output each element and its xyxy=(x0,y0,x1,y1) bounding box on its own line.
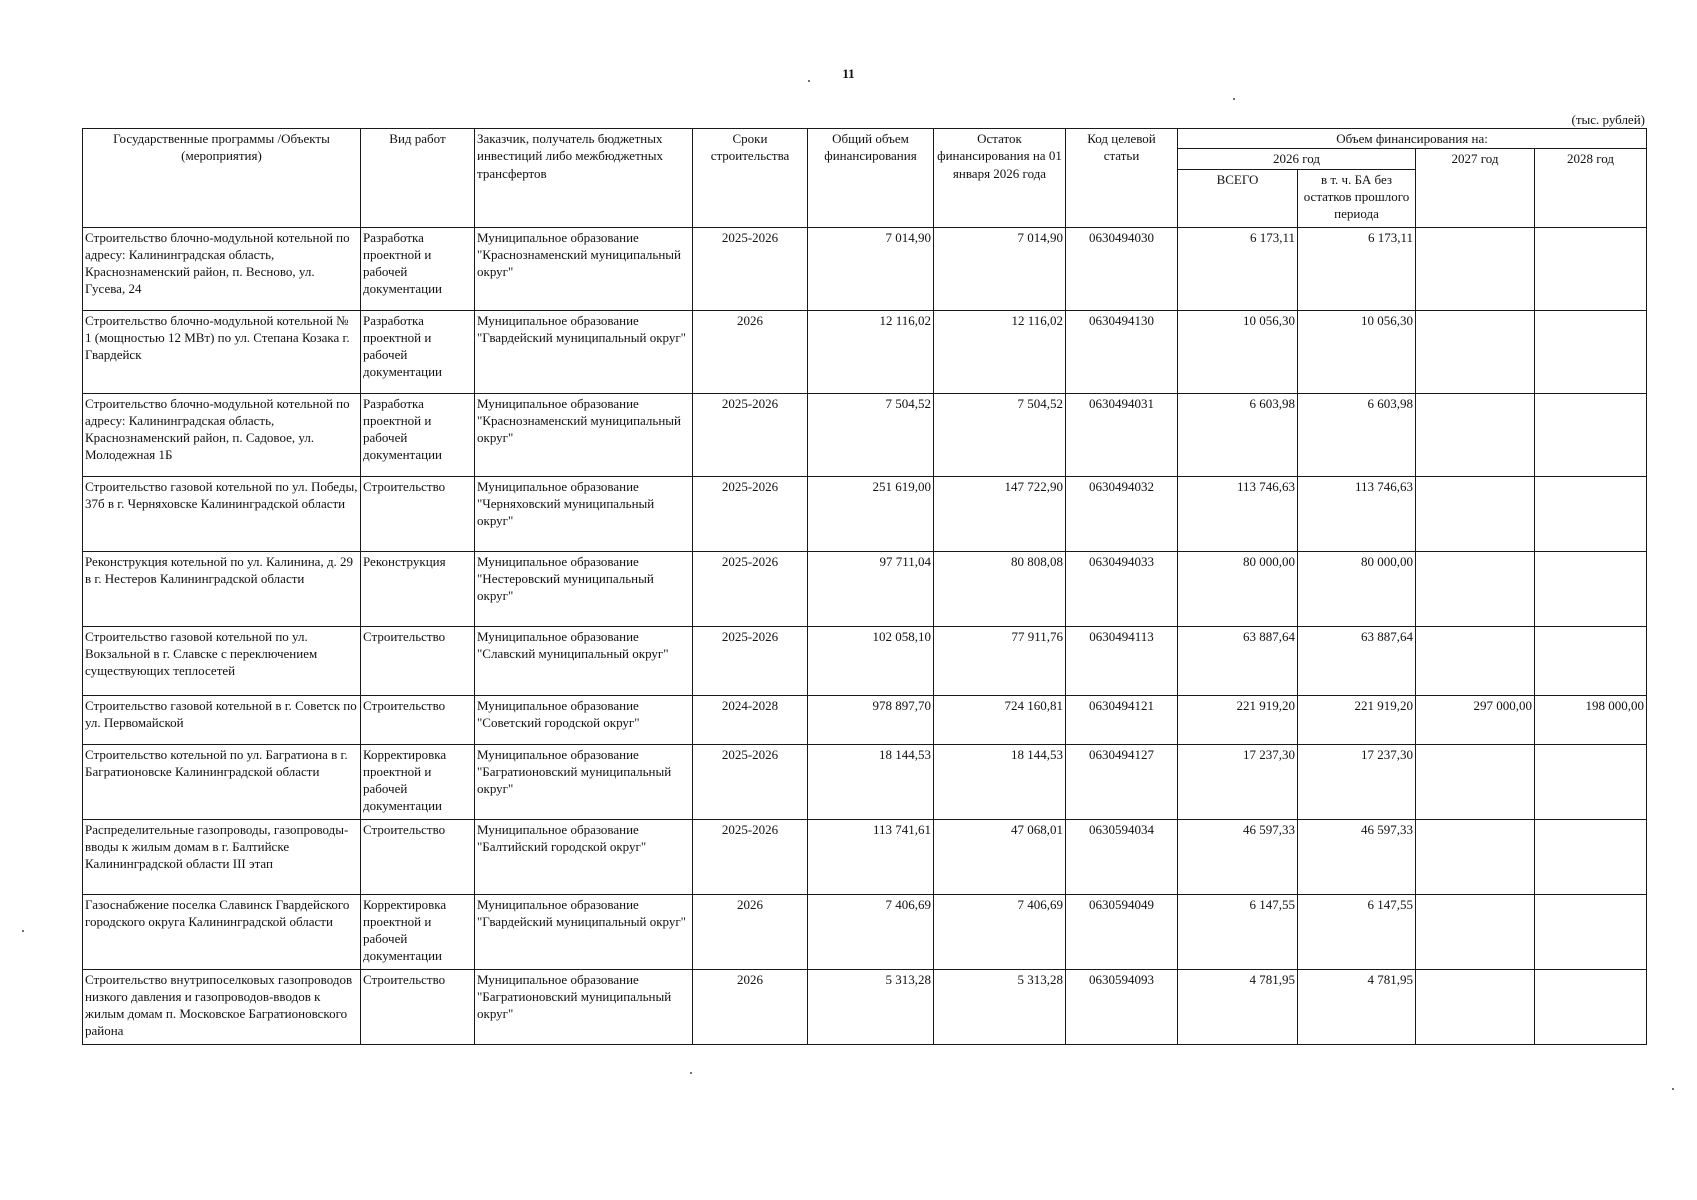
y2028-cell xyxy=(1535,227,1647,310)
object-cell: Распределительные газопроводы, газопроводы-вводы к жилым домам в г. Балтийске Калининградской области III этап xyxy=(83,819,361,894)
y2027-cell xyxy=(1416,551,1535,626)
total-2026-cell: 63 887,64 xyxy=(1178,626,1298,695)
object-cell: Строительство блочно-модульной котельной № 1 (мощностью 12 МВт) по ул. Степана Козака г. Гвардейск xyxy=(83,310,361,393)
work-cell: Строительство xyxy=(361,476,475,551)
y2027-cell xyxy=(1416,626,1535,695)
remainder-cell: 18 144,53 xyxy=(934,744,1066,819)
ba-2026-cell: 46 597,33 xyxy=(1298,819,1416,894)
remainder-cell: 7 504,52 xyxy=(934,393,1066,476)
customer-cell: Муниципальное образование "Краснознаменский муниципальный округ" xyxy=(475,227,693,310)
terms-cell: 2026 xyxy=(693,310,808,393)
total-cell: 7 014,90 xyxy=(808,227,934,310)
terms-cell: 2025-2026 xyxy=(693,476,808,551)
object-cell: Строительство котельной по ул. Багратиона в г. Багратионовске Калининградской области xyxy=(83,744,361,819)
total-2026-cell: 6 147,55 xyxy=(1178,894,1298,969)
remainder-cell: 724 160,81 xyxy=(934,695,1066,744)
code-cell: 0630594049 xyxy=(1066,894,1178,969)
code-cell: 0630494127 xyxy=(1066,744,1178,819)
y2027-cell xyxy=(1416,393,1535,476)
object-cell: Строительство внутрипоселковых газопроводов низкого давления и газопроводов-вводов к жилым домам п. Московское Багратионовского района xyxy=(83,969,361,1044)
work-cell: Строительство xyxy=(361,969,475,1044)
table-row xyxy=(83,744,1647,819)
total-2026-cell: 6 603,98 xyxy=(1178,393,1298,476)
total-cell: 12 116,02 xyxy=(808,310,934,393)
header-ba-2026: в т. ч. БА без остатков прошлого периода xyxy=(1298,169,1416,227)
ba-2026-cell: 221 919,20 xyxy=(1298,695,1416,744)
object-cell: Строительство блочно-модульной котельной по адресу: Калининградская область, Краснознаменский район, п. Садовое, ул. Молодежная 1Б xyxy=(83,393,361,476)
header-customer: Заказчик, получатель бюджетных инвестиций либо межбюджетных трансфертов xyxy=(475,129,693,228)
table-row xyxy=(83,476,1647,551)
y2027-cell xyxy=(1416,969,1535,1044)
terms-cell: 2025-2026 xyxy=(693,626,808,695)
y2027-cell xyxy=(1416,894,1535,969)
total-2026-cell: 4 781,95 xyxy=(1178,969,1298,1044)
code-cell: 0630494121 xyxy=(1066,695,1178,744)
header-2026: 2026 год xyxy=(1178,149,1416,169)
y2028-cell xyxy=(1535,626,1647,695)
total-cell: 113 741,61 xyxy=(808,819,934,894)
work-cell: Строительство xyxy=(361,819,475,894)
terms-cell: 2025-2026 xyxy=(693,744,808,819)
work-cell: Реконструкция xyxy=(361,551,475,626)
y2027-cell xyxy=(1416,819,1535,894)
code-cell: 0630494113 xyxy=(1066,626,1178,695)
ba-2026-cell: 80 000,00 xyxy=(1298,551,1416,626)
code-cell: 0630494030 xyxy=(1066,227,1178,310)
scan-speck xyxy=(690,1072,692,1074)
object-cell: Строительство газовой котельной в г. Советск по ул. Первомайской xyxy=(83,695,361,744)
header-2027: 2027 год xyxy=(1416,149,1535,227)
y2027-cell xyxy=(1416,227,1535,310)
units-note: (тыс. рублей) xyxy=(1571,112,1645,127)
work-cell: Разработка проектной и рабочей документации xyxy=(361,227,475,310)
total-cell: 102 058,10 xyxy=(808,626,934,695)
header-total-2026: ВСЕГО xyxy=(1178,169,1298,227)
scan-speck xyxy=(1233,98,1235,100)
table-row xyxy=(83,626,1647,695)
work-cell: Разработка проектной и рабочей документации xyxy=(361,393,475,476)
customer-cell: Муниципальное образование "Багратионовский муниципальный округ" xyxy=(475,744,693,819)
code-cell: 0630594034 xyxy=(1066,819,1178,894)
y2028-cell xyxy=(1535,551,1647,626)
table-row xyxy=(83,695,1647,744)
remainder-cell: 7 406,69 xyxy=(934,894,1066,969)
object-cell: Строительство газовой котельной по ул. Победы, 37б в г. Черняховске Калининградской области xyxy=(83,476,361,551)
scan-speck xyxy=(22,930,24,932)
header-total: Общий объем финансирования xyxy=(808,129,934,228)
object-cell: Реконструкция котельной по ул. Калинина, д. 29 в г. Нестеров Калининградской области xyxy=(83,551,361,626)
table-row xyxy=(83,227,1647,310)
total-cell: 7 406,69 xyxy=(808,894,934,969)
total-cell: 7 504,52 xyxy=(808,393,934,476)
ba-2026-cell: 113 746,63 xyxy=(1298,476,1416,551)
remainder-cell: 12 116,02 xyxy=(934,310,1066,393)
ba-2026-cell: 4 781,95 xyxy=(1298,969,1416,1044)
y2028-cell xyxy=(1535,744,1647,819)
header-funding: Объем финансирования на: xyxy=(1178,129,1647,149)
table-row xyxy=(83,969,1647,1044)
scan-speck xyxy=(808,80,810,82)
customer-cell: Муниципальное образование "Нестеровский муниципальный округ" xyxy=(475,551,693,626)
total-cell: 251 619,00 xyxy=(808,476,934,551)
ba-2026-cell: 63 887,64 xyxy=(1298,626,1416,695)
y2027-cell xyxy=(1416,744,1535,819)
code-cell: 0630494130 xyxy=(1066,310,1178,393)
customer-cell: Муниципальное образование "Черняховский муниципальный округ" xyxy=(475,476,693,551)
customer-cell: Муниципальное образование "Гвардейский муниципальный округ" xyxy=(475,310,693,393)
y2028-cell xyxy=(1535,476,1647,551)
customer-cell: Муниципальное образование "Краснознаменский муниципальный округ" xyxy=(475,393,693,476)
total-2026-cell: 6 173,11 xyxy=(1178,227,1298,310)
ba-2026-cell: 10 056,30 xyxy=(1298,310,1416,393)
terms-cell: 2024-2028 xyxy=(693,695,808,744)
customer-cell: Муниципальное образование "Багратионовский муниципальный округ" xyxy=(475,969,693,1044)
header-code: Код целевой статьи xyxy=(1066,129,1178,228)
customer-cell: Муниципальное образование "Славский муниципальный округ" xyxy=(475,626,693,695)
code-cell: 0630494031 xyxy=(1066,393,1178,476)
ba-2026-cell: 6 603,98 xyxy=(1298,393,1416,476)
object-cell: Строительство блочно-модульной котельной по адресу: Калининградская область, Краснознаменский район, п. Весново, ул. Гусева, 24 xyxy=(83,227,361,310)
header-terms: Сроки строительства xyxy=(693,129,808,228)
ba-2026-cell: 17 237,30 xyxy=(1298,744,1416,819)
work-cell: Корректировка проектной и рабочей документации xyxy=(361,894,475,969)
ba-2026-cell: 6 147,55 xyxy=(1298,894,1416,969)
y2027-cell xyxy=(1416,476,1535,551)
y2028-cell xyxy=(1535,310,1647,393)
remainder-cell: 5 313,28 xyxy=(934,969,1066,1044)
y2028-cell: 198 000,00 xyxy=(1535,695,1647,744)
y2028-cell xyxy=(1535,969,1647,1044)
customer-cell: Муниципальное образование "Советский городской округ" xyxy=(475,695,693,744)
customer-cell: Муниципальное образование "Гвардейский муниципальный округ" xyxy=(475,894,693,969)
work-cell: Корректировка проектной и рабочей документации xyxy=(361,744,475,819)
code-cell: 0630494033 xyxy=(1066,551,1178,626)
header-work-type: Вид работ xyxy=(361,129,475,228)
terms-cell: 2026 xyxy=(693,969,808,1044)
customer-cell: Муниципальное образование "Балтийский городской округ" xyxy=(475,819,693,894)
total-2026-cell: 221 919,20 xyxy=(1178,695,1298,744)
table-row xyxy=(83,310,1647,393)
y2028-cell xyxy=(1535,393,1647,476)
terms-cell: 2025-2026 xyxy=(693,393,808,476)
remainder-cell: 80 808,08 xyxy=(934,551,1066,626)
terms-cell: 2026 xyxy=(693,894,808,969)
work-cell: Строительство xyxy=(361,695,475,744)
table-row xyxy=(83,551,1647,626)
total-cell: 18 144,53 xyxy=(808,744,934,819)
total-cell: 978 897,70 xyxy=(808,695,934,744)
page-number: 11 xyxy=(842,66,855,81)
remainder-cell: 7 014,90 xyxy=(934,227,1066,310)
budget-table xyxy=(82,128,1647,1045)
object-cell: Газоснабжение поселка Славинск Гвардейского городского округа Калининградской области xyxy=(83,894,361,969)
total-2026-cell: 46 597,33 xyxy=(1178,819,1298,894)
terms-cell: 2025-2026 xyxy=(693,227,808,310)
y2027-cell xyxy=(1416,310,1535,393)
code-cell: 0630494032 xyxy=(1066,476,1178,551)
remainder-cell: 47 068,01 xyxy=(934,819,1066,894)
total-2026-cell: 113 746,63 xyxy=(1178,476,1298,551)
total-2026-cell: 80 000,00 xyxy=(1178,551,1298,626)
table-row xyxy=(83,894,1647,969)
header-remainder: Остаток финансирования на 01 января 2026 года xyxy=(934,129,1066,228)
terms-cell: 2025-2026 xyxy=(693,819,808,894)
ba-2026-cell: 6 173,11 xyxy=(1298,227,1416,310)
table-row xyxy=(83,393,1647,476)
remainder-cell: 147 722,90 xyxy=(934,476,1066,551)
total-2026-cell: 17 237,30 xyxy=(1178,744,1298,819)
header-programs: Государственные программы /Объекты (мероприятия) xyxy=(83,129,361,228)
total-2026-cell: 10 056,30 xyxy=(1178,310,1298,393)
work-cell: Разработка проектной и рабочей документации xyxy=(361,310,475,393)
y2028-cell xyxy=(1535,894,1647,969)
scan-speck xyxy=(1672,1088,1674,1090)
y2027-cell: 297 000,00 xyxy=(1416,695,1535,744)
code-cell: 0630594093 xyxy=(1066,969,1178,1044)
total-cell: 5 313,28 xyxy=(808,969,934,1044)
total-cell: 97 711,04 xyxy=(808,551,934,626)
work-cell: Строительство xyxy=(361,626,475,695)
table-row xyxy=(83,819,1647,894)
object-cell: Строительство газовой котельной по ул. Вокзальной в г. Славске с переключением существующих теплосетей xyxy=(83,626,361,695)
header-2028: 2028 год xyxy=(1535,149,1647,227)
y2028-cell xyxy=(1535,819,1647,894)
remainder-cell: 77 911,76 xyxy=(934,626,1066,695)
terms-cell: 2025-2026 xyxy=(693,551,808,626)
